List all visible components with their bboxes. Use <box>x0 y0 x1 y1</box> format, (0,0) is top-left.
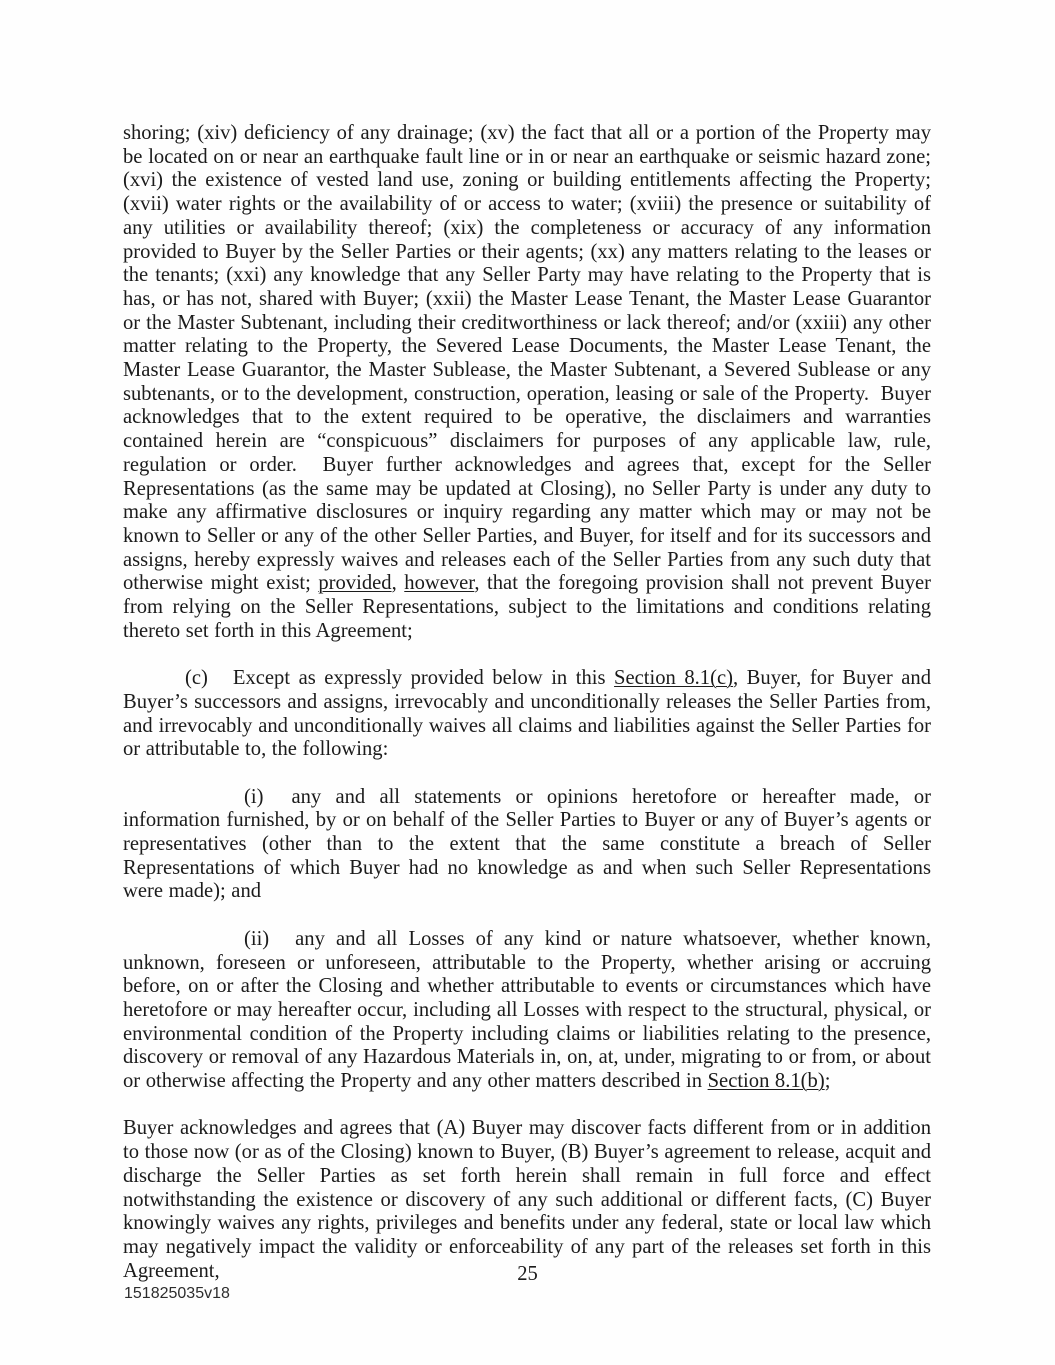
clause-enumeration-paragraph <box>123 122 931 643</box>
paragraph-text: , that the foregoing provision shall not prevent Buyer from relying on the Seller Representations, subject to the limitations and conditions relating thereto set forth in this Agreement; <box>123 572 931 642</box>
subclause-i-paragraph <box>123 786 931 905</box>
document-version-id: 151825035v18 <box>124 1285 230 1302</box>
underlined-term-however: however <box>404 572 475 595</box>
subclause-ii-paragraph <box>123 928 931 1094</box>
paragraph-text: , Buyer, for Buyer and Buyer’s successors and assigns, irrevocably and unconditionally releases the Seller Parties from, and irrevocably and unconditionally waives all claims and liabilities against the Seller Parties for or attributable to, the following: <box>123 667 931 761</box>
page-text-block <box>123 122 931 1283</box>
paragraph-text: any and all Losses of any kind or nature whatsoever, whether known, unknown, foreseen or unforeseen, attributable to the Property, whether arising or accruing before, on or after the Closing and whether attributable to events or circumstances which have heretofore or may hereafter occur, including all Losses with respect to the structural, physical, or environmental condition of the Property including claims or liabilities relating to the presence, discovery or removal of any Hazardous Materials in, on, at, under, migrating to or from, or about or otherwise affecting the Property and any other matters described in <box>123 927 931 1093</box>
section-8-1-b-reference: Section 8.1(b) <box>707 1070 825 1093</box>
section-8-1-c-reference: Section 8.1(c) <box>614 667 733 690</box>
paragraph-text: Buyer acknowledges and agrees that (A) Buyer may discover facts different from or in addition to those now (or as of the Closing) known to Buyer, (B) Buyer’s agreement to release, acquit and discharge the Seller Parties as set forth herein shall remain in full force and effect notwithstanding the existence or discovery of any such additional or different facts, (C) Buyer knowingly waives any rights, privileges and benefits under any federal, state or local law which may negatively impact the validity or enforceability of any part of the releases set forth in this Agreement, <box>123 1117 931 1282</box>
page-number: 25 <box>517 1263 538 1285</box>
paragraph-text: Except as expressly provided below in this <box>232 667 615 690</box>
underlined-term-provided: provided <box>318 572 392 595</box>
section-8-1-c-paragraph <box>123 667 931 762</box>
paragraph-text: any and all statements or opinions heretofore or hereafter made, or information furnished, by or on behalf of the Seller Parties to Buyer or any of Buyer’s agents or representatives (other than to the extent that the same constitute a breach of Seller Representations of which Buyer had no knowledge as and when such Seller Representations were made); and <box>123 785 931 903</box>
buyer-acknowledgement-paragraph <box>123 1117 931 1283</box>
clause-label: (i) <box>244 785 264 808</box>
clause-label: (c) <box>185 667 208 690</box>
clause-label: (ii) <box>244 927 270 950</box>
paragraph-text: shoring; (xiv) deficiency of any drainage; (xv) the fact that all or a portion of the Property may be located on or near an earthquake fault line or in or near an earthquake or seismic hazard zone; (xvi) the existence of vested land use, zoning or building entitlements affecting the Property; (xvii) water rights or the availability of or access to water; (xviii) the presence or suitability of any utilities or availability thereof; (xix) the completeness or accuracy of any information provided to Buyer by the Seller Parties or their agents; (xx) any matters relating to the leases or the tenants; (xxi) any knowledge that any Seller Party may have relating to the Property that is has, or has not, shared with Buyer; (xxii) the Master Lease Tenant, the Master Lease Guarantor or the Master Subtenant, including their creditworthiness or lack thereof; and/or (xxiii) any other matter relating to the Property, the Severed Lease Documents, the Master Lease Tenant, the Master Lease Guarantor, the Master Sublease, the Master Subtenant, a Severed Sublease or any subtenants, or to the development, construction, operation, leasing or sale of the Property. Buyer acknowledges that to the extent required to be operative, the disclaimers and warranties contained herein are “conspicuous” disclaimers for purposes of any applicable law, rule, regulation or order. Buyer further acknowledges and agrees that, except for the Seller Representations (as the same may be updated at Closing), no Seller Party is under any duty to make any affirmative disclosures or inquiry regarding any matter which may or may not be known to Seller or any of the other Seller Parties, and Buyer, for itself and for its successors and assigns, hereby expressly waives and releases each of the Seller Parties from any such duty that otherwise might exist; <box>123 122 931 595</box>
paragraph-text: , <box>391 572 405 595</box>
paragraph-text: ; <box>824 1070 831 1093</box>
